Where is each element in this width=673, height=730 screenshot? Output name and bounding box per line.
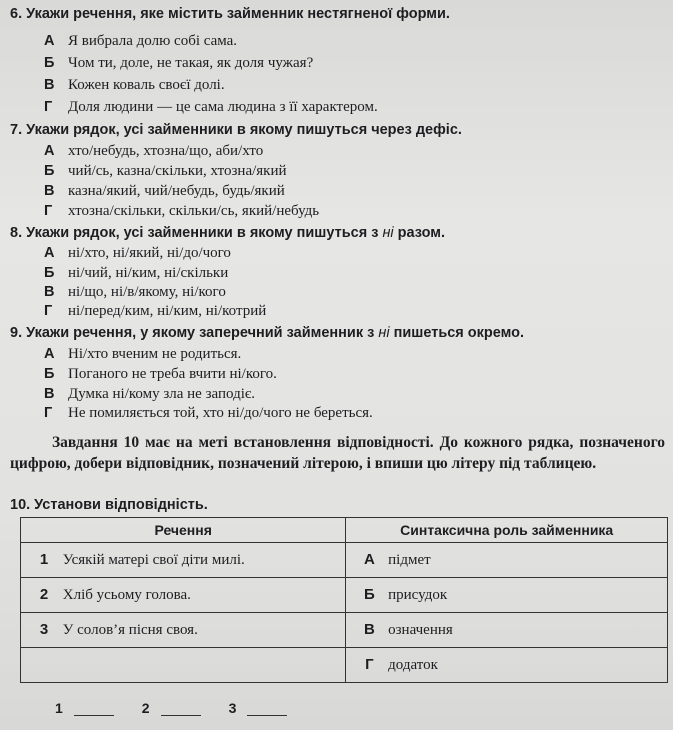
- answer-2-label: 2: [141, 700, 150, 716]
- q8-option-d: Г ні/перед/ким, ні/ким, ні/котрий: [44, 303, 267, 319]
- question-6-title: 6. Укажи речення, яке містить займенник нестягненої форми.: [10, 6, 450, 22]
- matching-table: [20, 517, 668, 683]
- header-sentence: Речення: [21, 518, 346, 543]
- role-cell: Б присудок: [346, 578, 668, 613]
- sentence-cell: [21, 648, 346, 683]
- q7-option-c: В казна/який, чий/небудь, будь/який: [44, 183, 285, 199]
- q8-option-c: В ні/що, ні/в/якому, ні/кого: [44, 284, 226, 300]
- q7-option-a: А хто/небудь, хтозна/що, аби/хто: [44, 143, 264, 159]
- q9-option-d: Г Не помиляється той, хто ні/до/чого не береться.: [44, 405, 373, 421]
- answer-1-label: 1: [55, 700, 63, 716]
- table-row: [21, 648, 668, 683]
- answer-1-field[interactable]: [74, 700, 114, 716]
- answer-lines: [55, 700, 307, 716]
- table-row: [21, 543, 668, 578]
- q8-option-b: Б ні/чий, ні/ким, ні/скільки: [44, 265, 229, 281]
- question-7-title: 7. Укажи рядок, усі займенники в якому пишуться через дефіс.: [10, 122, 462, 138]
- task-10-instructions: Завдання 10 має на меті встановлення відповідності. До кожного рядка, позначеного цифрою, добери відповідник, позначений літерою, і впиши цю літеру під таблицею.: [10, 434, 665, 472]
- q6-option-c: В Кожен коваль своєї долі.: [44, 77, 225, 93]
- q9-option-a: А Ні/хто вченим не родиться.: [44, 346, 242, 362]
- question-10-title: 10. Установи відповідність.: [10, 497, 208, 513]
- table-row: [21, 613, 668, 648]
- q7-option-b: Б чий/сь, казна/скільки, хтозна/який: [44, 163, 287, 179]
- q9-option-b: Б Поганого не треба вчити ні/кого.: [44, 366, 277, 382]
- answer-2-field[interactable]: [161, 700, 201, 716]
- q6-option-d: Г Доля людини — це сама людина з її характером.: [44, 99, 378, 115]
- sentence-cell: 1 Усякій матері свої діти милі.: [21, 543, 346, 578]
- question-8-title: 8. Укажи рядок, усі займенники в якому пишуться з ні разом.: [10, 225, 446, 241]
- sentence-cell: 2 Хліб усьому голова.: [21, 578, 346, 613]
- role-cell: В означення: [346, 613, 668, 648]
- table-header-row: [21, 518, 668, 543]
- table-row: [21, 578, 668, 613]
- question-9-title: 9. Укажи речення, у якому заперечний займенник з ні пишеться окремо.: [10, 325, 525, 341]
- q8-option-a: А ні/хто, ні/який, ні/до/чого: [44, 245, 231, 261]
- role-cell: А підмет: [346, 543, 668, 578]
- role-cell: Г додаток: [346, 648, 668, 683]
- sentence-cell: 3 У солов’я пісня своя.: [21, 613, 346, 648]
- answer-3-field[interactable]: [247, 700, 287, 716]
- q6-option-a: А Я вибрала долю собі сама.: [44, 33, 238, 49]
- q9-option-c: В Думка ні/кому зла не заподіє.: [44, 386, 256, 402]
- header-role: Синтаксична роль займенника: [346, 518, 668, 543]
- q7-option-d: Г хтозна/скільки, скільки/сь, який/небудь: [44, 203, 320, 219]
- answer-3-label: 3: [228, 700, 237, 716]
- q6-option-b: Б Чом ти, доле, не такая, як доля чужая?: [44, 55, 314, 71]
